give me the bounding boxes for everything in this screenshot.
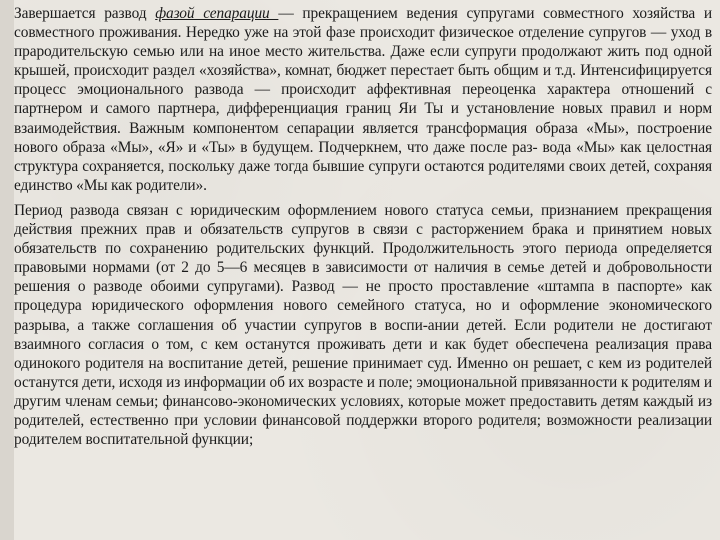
paragraph-divorce-period bbox=[14, 201, 712, 449]
page-edge-shadow bbox=[0, 0, 14, 540]
separation-phase-term: фазой сепарации bbox=[155, 5, 279, 22]
paragraph-lead: Завершается развод bbox=[14, 5, 156, 22]
paragraph-text: Период развода связан с юридическим оформлением нового статуса семьи, признанием прекращения действия прежних прав и обязательств супругов в связи с расторжением брака и принятием новых обязательств по сохранению родительских функций. Продолжительность этого периода определяется правовыми нормами (от 2 до 5—6 месяцев в зависимости от наличия в семье детей и добровольности решения о разводе обоими супругами). Развод — не просто проставление «штампа в паспорте» как процедура юридического оформления нового семейного статуса, но и оформление экономического разрыва, а также соглашения об участии супругов в воспи-ании детей. Если родители не достигают взаимного согласия о том, с кем останутся проживать дети и как будет обеспечена реализация права одинокого родителя на воспитание детей, решение принимает суд. Именно он решает, с кем из родителей останутся дети, исходя из информации об их возрасте и поле; эмоциональной привязанности к родителям и другим членам семьи; финансово-экономических условиях, которые может предоставить детям каждый из родителей, естественно при условии финансовой поддержки второго родителя; возможности реализации родителем воспитательной функции; bbox=[14, 201, 712, 449]
paragraph-text: — прекращением ведения супругами совместного хозяйства и совместного проживания. Нередко уже на этой фазе происходит физическое отделение супругов — уход в прародительскую семью или на иное место жительства. Даже если супруги продолжают жить под одной крышей, происходит раздел «хозяйства», комнат, бюджет перестает быть общим и т.д. Интенсифицируется процесс эмоционального развода — происходит аффективная переоценка характера отношений с партнером и самого партнера, дифференциация границ Яи Ты и установление новых правил и норм взаимодействия. Важным компонентом сепарации является трансформация образа «Мы», построение нового образа «Мы», «Я» и «Ты» в будущем. Подчеркнем, что даже после раз- вода «Мы» как целостная структура сохраняется, поскольку даже тогда бывшие супруги остаются родителями своих детей, сохраняя единство «Мы как родители». bbox=[14, 5, 712, 194]
paragraph-separation-phase bbox=[14, 4, 712, 195]
document-page bbox=[14, 4, 712, 536]
